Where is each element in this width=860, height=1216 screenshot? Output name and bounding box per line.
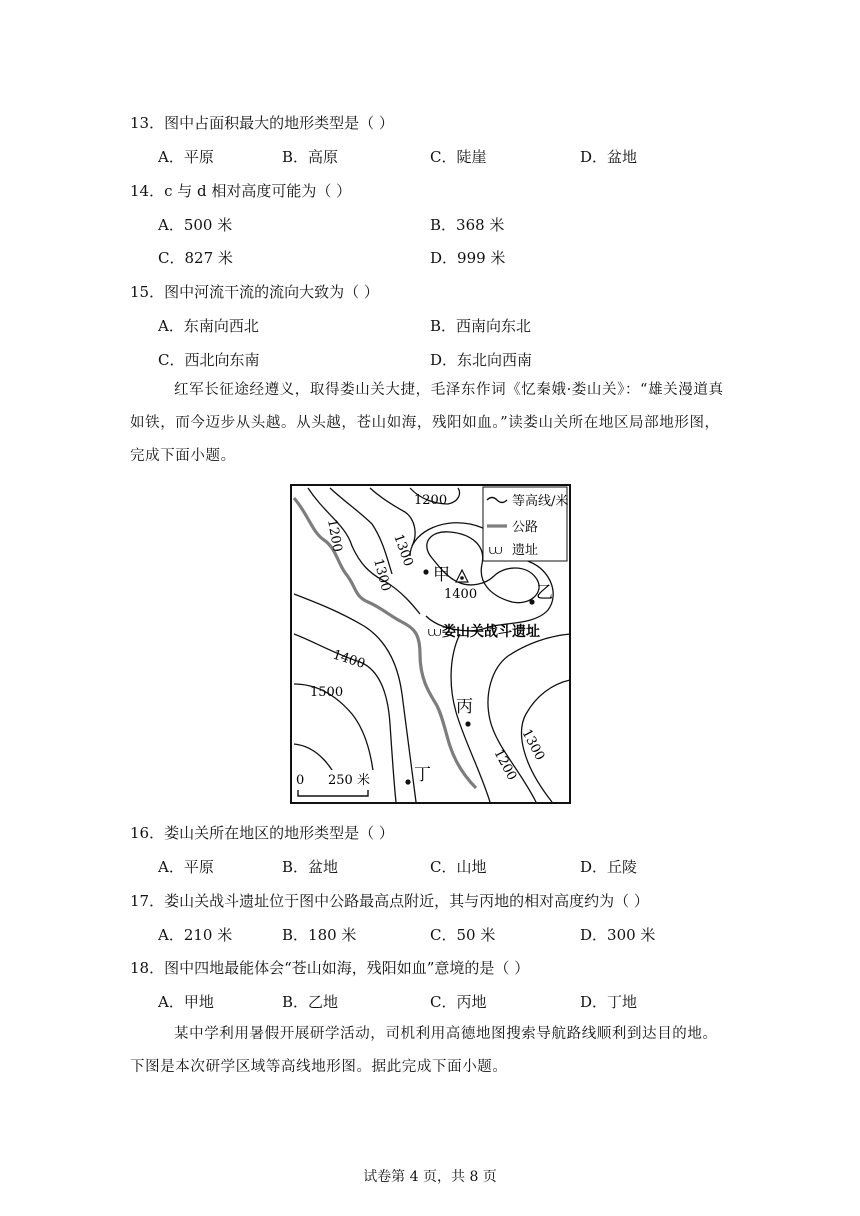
place-jia-label: 甲: [433, 565, 450, 585]
scale-bar: [293, 770, 377, 802]
page-footer: 试卷第 4 页，共 8 页: [363, 1169, 497, 1185]
passage-line: 完成下面小题。: [130, 448, 236, 464]
q13-option-a[interactable]: A．平原: [158, 148, 214, 166]
q18-option-d[interactable]: D．丁地: [580, 993, 638, 1011]
question-14-stem: 14．c 与 d 相对高度可能为（ ）: [130, 182, 352, 200]
q16-option-a[interactable]: A．平原: [158, 858, 214, 876]
contour-label: 1300: [518, 726, 548, 764]
contour-label: 1300: [390, 532, 416, 569]
question-17-stem: 17．娄山关战斗遗址位于图中公路最高点附近，其与丙地的相对高度约为（ ）: [130, 892, 649, 910]
question-18-stem: 18．图中四地最能体会“苍山如海，残阳如血”意境的是（ ）: [130, 959, 530, 977]
legend-site-label: 遗址: [512, 543, 539, 558]
question-16-stem: 16．娄山关所在地区的地形类型是（ ）: [130, 824, 394, 842]
passage-study-trip: [130, 1018, 730, 1084]
q18-option-a[interactable]: A．甲地: [158, 993, 214, 1011]
q13-option-d[interactable]: D．盆地: [580, 148, 638, 166]
map-legend: [483, 487, 568, 561]
site-icon: ⩊: [428, 625, 442, 640]
q14-option-d[interactable]: D．999 米: [430, 249, 506, 267]
passage-line: 下图是本次研学区域等高线地形图。据此完成下面小题。: [130, 1059, 508, 1075]
contour-map: [290, 484, 572, 806]
q13-option-b[interactable]: B．高原: [282, 148, 339, 166]
place-bing-label: 丙: [456, 697, 473, 717]
peak-point: [460, 576, 464, 580]
contour-label: 1200: [490, 746, 520, 784]
scale-zero: 0: [296, 773, 305, 788]
contour-label: 1300: [370, 557, 394, 594]
q15-option-b[interactable]: B．西南向东北: [430, 317, 532, 335]
question-15-stem: 15．图中河流干流的流向大致为（ ）: [130, 283, 379, 301]
contour-label: 1200: [324, 518, 345, 554]
q14-option-b[interactable]: B．368 米: [430, 216, 505, 234]
q15-option-a[interactable]: A．东南向西北: [158, 317, 259, 335]
passage-line: 红军长征途经遵义，取得娄山关大捷，毛泽东作词《忆秦娥·娄山关》：“雄关漫道真: [174, 382, 724, 398]
place-yi-label: 乙: [536, 583, 553, 603]
q13-option-c[interactable]: C．陡崖: [430, 148, 487, 166]
legend-contour-label: 等高线/米: [512, 494, 569, 509]
q14-option-c[interactable]: C．827 米: [158, 249, 233, 267]
q18-option-c[interactable]: C．丙地: [430, 993, 487, 1011]
passage-loushanguan: [130, 374, 730, 473]
question-13-stem: 13．图中占面积最大的地形类型是（ ）: [130, 114, 394, 132]
q17-option-a[interactable]: A．210 米: [158, 926, 233, 944]
contour-label: 1200: [414, 493, 448, 508]
q14-option-a[interactable]: A．500 米: [158, 216, 233, 234]
site-label: 娄山关战斗遗址: [442, 624, 540, 640]
q15-option-c[interactable]: C．西北向东南: [158, 351, 260, 369]
scale-distance: 250 米: [328, 773, 370, 788]
passage-line: 如铁，而今迈步从头越。从头越，苍山如海，残阳如血。”读娄山关所在地区局部地形图，: [130, 415, 720, 431]
contour-label: 1400: [330, 647, 367, 673]
legend-road-label: 公路: [512, 520, 539, 535]
place-bing-point: [465, 721, 470, 726]
q17-option-c[interactable]: C．50 米: [430, 926, 496, 944]
q16-option-b[interactable]: B．盆地: [282, 858, 339, 876]
place-yi-point: [529, 599, 534, 604]
contour-label: 1500: [310, 685, 344, 700]
place-ding-label: 丁: [414, 765, 431, 785]
q15-option-d[interactable]: D．东北向西南: [430, 351, 533, 369]
place-jia-point: [423, 569, 428, 574]
q16-option-d[interactable]: D．丘陵: [580, 858, 638, 876]
q17-option-b[interactable]: B．180 米: [282, 926, 357, 944]
site-legend-icon: ⩊: [489, 543, 503, 558]
contour-label: 1400: [444, 587, 478, 602]
q17-option-d[interactable]: D．300 米: [580, 926, 656, 944]
q16-option-c[interactable]: C．山地: [430, 858, 487, 876]
place-ding-point: [405, 779, 410, 784]
q18-option-b[interactable]: B．乙地: [282, 993, 339, 1011]
passage-line: 某中学利用暑假开展研学活动，司机利用高德地图搜索导航路线顺利到达目的地。: [174, 1026, 718, 1042]
